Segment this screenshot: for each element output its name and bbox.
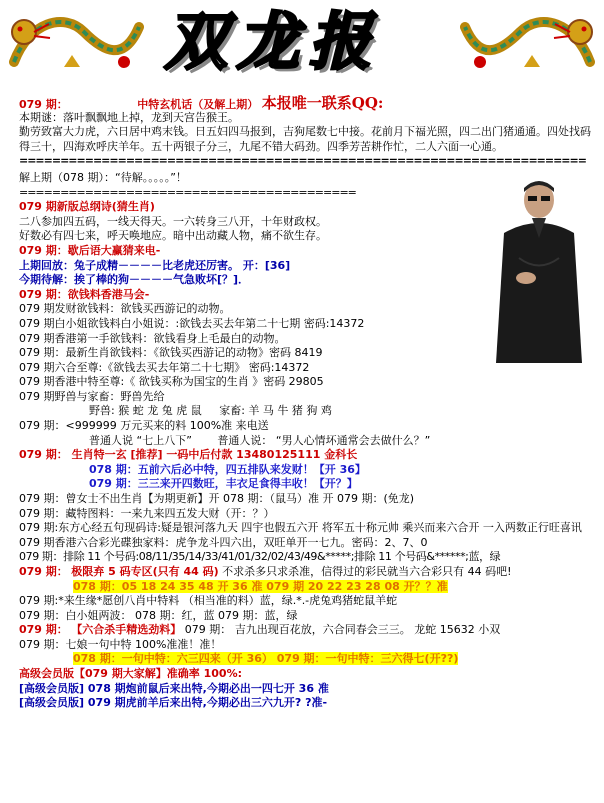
discard-rest: 不求杀多只求杀准，信得过的彩民就当六合彩只有 44 码吧! bbox=[222, 564, 512, 578]
hk-line: 079 期香港中特至尊:《 欲钱买称为国宝的生肖 》密码 29805 bbox=[19, 375, 324, 389]
intro-riddle: 本期谜：落叶飘飘地上掉，龙到天宫告猴王。 bbox=[19, 110, 239, 124]
special-line bbox=[19, 448, 599, 463]
special-text: 生肖特一玄 [推荐] 一码中后付款 13480125111 金科长 bbox=[71, 448, 358, 462]
top-line bbox=[19, 96, 599, 111]
hk-line: 079 期：最新生肖欲钱料：《欲钱买西游记的动物》密码 8419 bbox=[19, 346, 323, 360]
intro-poem: 勤劳致富大力虎，六日居中鸡末钱。日五妇四马报到，吉狗尾数七中接。花前月下福光照，四二出门猪通通。四处找码得三十，四海欢呼庆羊年。五十两银子分三，九尾不错大码劲。四季芳苦耕作忙，二人六面一心通。 bbox=[19, 125, 591, 153]
beasts-line bbox=[19, 404, 599, 419]
discard-prefix: 079 期： bbox=[19, 564, 68, 578]
riddle-last: 上期回放：兔子成精－－－－比老虎还厉害。 开：[36] bbox=[19, 258, 291, 272]
mid-line: 079 期：曾女士不出生肖【为期更新】开 078 期：（鼠马）准 开 079 期：(免龙) bbox=[19, 492, 415, 506]
highlight-numbers: 078 期：05 18 24 35 48 开 36 准 079 期 20 22 23 28 08 开？？准 bbox=[73, 579, 448, 593]
liuhe-rest: 079 期： 吉九出现百花放，六合同春会三三。 龙蛇 15632 小双 bbox=[184, 623, 501, 637]
wild-label: 野兽: bbox=[89, 404, 115, 418]
special-issue: 079 期： bbox=[19, 448, 68, 462]
common-saying: “七上八下” bbox=[136, 433, 192, 447]
highlight-line bbox=[19, 580, 599, 595]
vip-line: [高级会员版] 079 期虎前羊后来出特,今期必出三六九开? ?准- bbox=[19, 696, 328, 710]
domestic-label: 家畜: bbox=[219, 404, 245, 418]
hk-line: 079 期香港第一手欲钱料：欲钱看身上毛最白的动物。 bbox=[19, 331, 286, 345]
newspaper-title: 双龙报 bbox=[165, 5, 382, 78]
hk-line: 079 期六合至尊:《欲钱去买去年第二十七期》 密码:14372 bbox=[19, 360, 310, 374]
divider-top: ===================================================================== bbox=[19, 154, 586, 168]
common-label: 普通人说 bbox=[89, 433, 133, 447]
vip-title: 高级会员版【079 期大家解】准确率 100%: bbox=[19, 667, 243, 681]
sub-line: 078 期：五前六后必中特，四五排队来发财！【开 36】 bbox=[89, 462, 366, 476]
million-line: 079 期：<999999 万元买来的料 100%准 来电送 bbox=[19, 419, 269, 433]
domestic-animals: 羊 马 牛 猪 狗 鸡 bbox=[248, 404, 332, 418]
one-sentence-line bbox=[19, 652, 599, 667]
hk-line: 079 期白小姐欲钱料白小姐说：:欲钱去买去年第二十七期 密码:14372 bbox=[19, 316, 365, 330]
poem-title: 079 期新版总纲诗(猜生肖) bbox=[19, 200, 155, 214]
last-answer: 解上期（078 期）：“待解。。。。。”！ bbox=[19, 170, 187, 184]
liuhe-prefix: 079 期： bbox=[19, 623, 68, 637]
poor-saying: “男人心情坏通常会去做什么？” bbox=[275, 433, 431, 447]
late-line: 079 期:*来生缘*愿创八肖中特料 （相当准的料）蓝，绿.*.-虎兔鸡猪蛇鼠羊蛇 bbox=[19, 594, 398, 608]
poor-label: 普通人说： bbox=[217, 433, 273, 447]
dragon-icon bbox=[4, 2, 146, 80]
hk-line: 079 期野兽与家畜：野兽先给 bbox=[19, 389, 165, 403]
poem-line: 好数必有四七来，呼天唤地应。暗中出动藏人物，痛不欲生存。 bbox=[19, 229, 327, 243]
one-sentence: 078 期：一句中特：六三四来（开 36） 079 期：一句中特：三六得七(开??) bbox=[73, 652, 459, 666]
riddle-title: 079 期：歇后语大赢猜来电- bbox=[19, 243, 161, 257]
mid-line: 079 期：排除 11 个号码:08/11/35/14/33/41/01/32/02/43/49&*****;排除 11 个号码&******;蓝，绿 bbox=[19, 550, 501, 564]
contact-qq: 本报唯一联系QQ: bbox=[261, 94, 384, 112]
dragon-icon bbox=[458, 2, 600, 80]
sayings-line bbox=[19, 434, 599, 449]
issue-label: 079 期： bbox=[19, 98, 68, 111]
header bbox=[0, 0, 604, 92]
wild-animals: 猴 蛇 龙 兔 虎 鼠 bbox=[118, 404, 202, 418]
sub-line: 079 期：三三来开四数旺，丰衣足食得丰收！【开？】 bbox=[89, 477, 358, 491]
vip-line: [高级会员版] 078 期炮前鼠后来出特,今期必出一四七开 36 准 bbox=[19, 681, 329, 695]
content bbox=[19, 96, 599, 711]
seven-line: 079 期：七娘一句中特 100%准准！准！ bbox=[19, 637, 222, 651]
hk-title: 079 期：欲钱料香港马会- bbox=[19, 287, 150, 301]
late-line: 079 期：白小姐两波： 078 期：红，蓝 079 期：蓝，绿 bbox=[19, 608, 298, 622]
mid-line: 079 期香港六合彩光碟独家料：虎争龙斗四六出，双旺单开一七九。密码：2、7、0 bbox=[19, 535, 428, 549]
tip-title: 中特玄机话（及解上期） bbox=[137, 98, 259, 111]
poem-line: 二八参加四五码，一线天得天。一六转身三八开，十年财政权。 bbox=[19, 214, 327, 228]
riddle-now: 今期待解：挨了棒的狗－－－－气急败坏[？]． bbox=[19, 273, 250, 287]
mid-line: 079 期：藏特图料：一来九来四五发大财（开：？） bbox=[19, 506, 275, 520]
liuhe-line bbox=[19, 623, 599, 638]
liuhe-red: 【六合杀手精选劲料】 bbox=[71, 623, 182, 637]
discard-line bbox=[19, 565, 599, 580]
mid-line: 079 期:东方心经五句现码诗:疑是银河落九天 四宇也假五六开 将军五十称元帅 乘兴而来六合开 一入两数正行旺喜讯 bbox=[19, 521, 582, 535]
divider-bottom: ========================================= bbox=[19, 185, 356, 199]
discard-red: 极限弃 5 码专区(只有 44 码) bbox=[71, 564, 219, 578]
hk-line: 079 期发财欲钱料：欲钱买西游记的动物。 bbox=[19, 302, 231, 316]
